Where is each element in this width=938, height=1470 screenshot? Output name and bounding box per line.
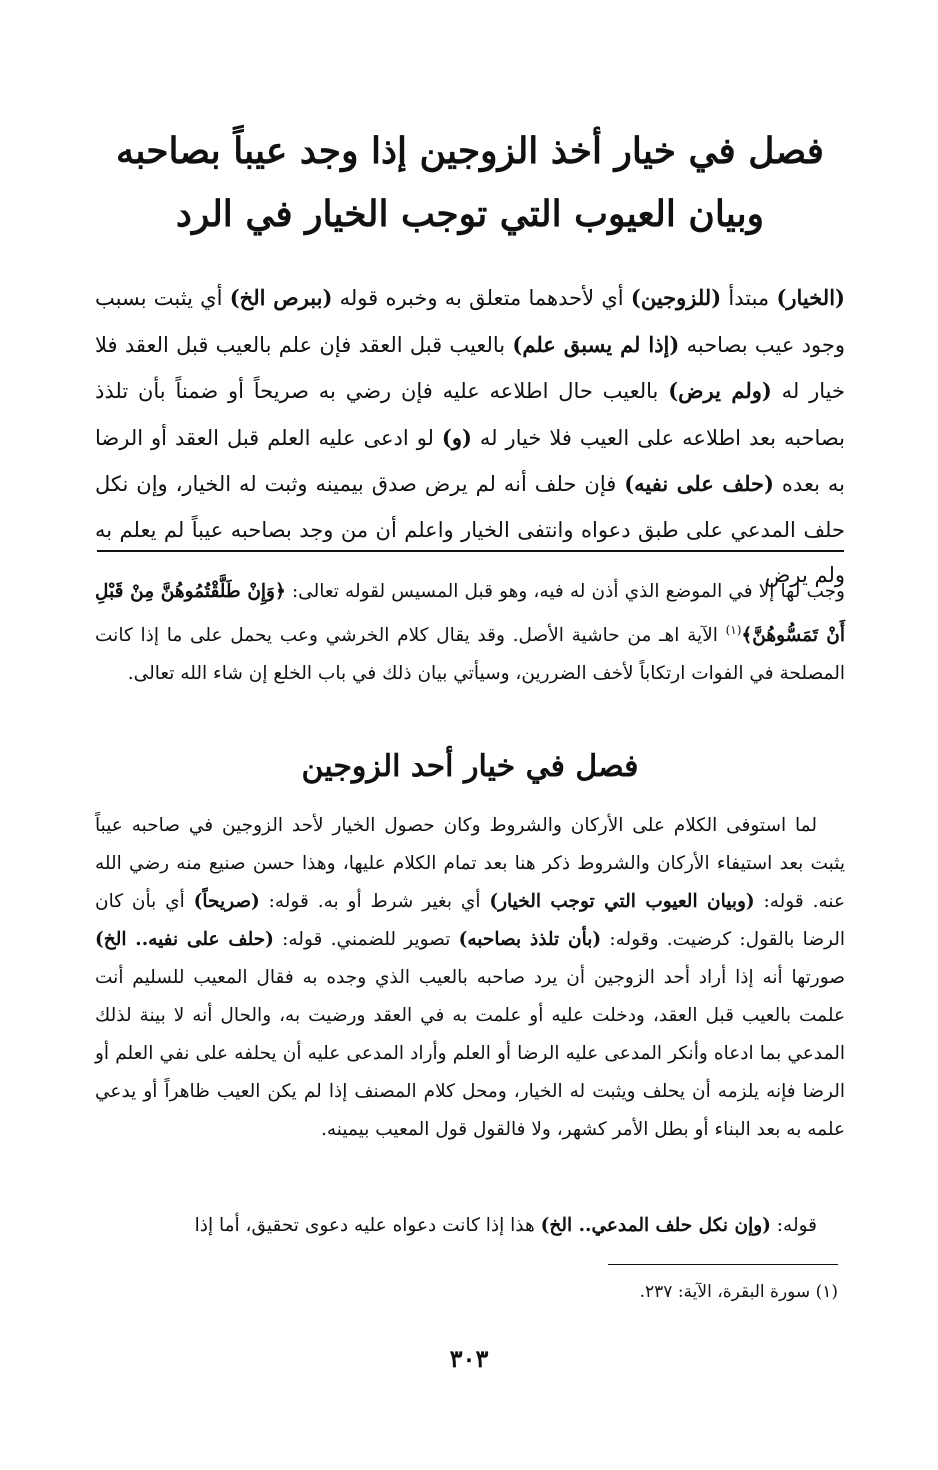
- quoted-term: (بأن تلذذ بصاحبه): [458, 929, 602, 950]
- quoted-term: (وبيان العيوب التي توجب الخيار): [489, 891, 755, 912]
- commentary-text: هذا إذا كانت دعواه عليه دعوى تحقيق، أما إذا: [194, 1215, 541, 1236]
- commentary-last: [95, 1207, 845, 1245]
- commentary-text: قوله:: [770, 1215, 817, 1236]
- page-number: ٣٠٣: [449, 1344, 489, 1373]
- section-heading: فصل في خيار أحد الزوجين: [301, 749, 639, 784]
- commentary-text: أي بأن كان الرضا بالقول: كرضيت. وقوله:: [95, 891, 846, 950]
- sharh-text: فإن حلف أنه لم يرض صدق بيمينه وثبت له الخيار، وإن نكل حلف المدعي على طبق دعواه وانتفى الخيار واعلم أن من وجد بصاحبه عيباً لم يعلم به ولم يرض: [95, 472, 845, 587]
- chapter-title-line-1: فصل في خيار أخذ الزوجين إذا وجد عيباً بصاحبه: [116, 130, 824, 172]
- commentary-text: أي بغير شرط أو به. قوله:: [259, 891, 490, 912]
- quoted-term: (وإن نكل حلف المدعي.. الخ): [540, 1215, 771, 1236]
- sharh-text: أي لأحدهما متعلق به وخبره قوله: [332, 286, 631, 310]
- matn-term: (ببرص الخ): [229, 285, 333, 310]
- commentary-text: وجب لها إلا في الموضع الذي أذن له فيه، وهو قبل المسيس لقوله تعالى:: [285, 581, 845, 602]
- commentary-text: لما استوفى الكلام على الأركان والشروط وكان حصول الخيار لأحد الزوجين في صاحبه عيباً يثبت بعد استيفاء الأركان والشروط ذكر هنا بعد تمام الكلام عليها، وهذا حسن صنيع منه رضي الله عنه. قوله:: [95, 815, 845, 912]
- quoted-term: (حلف على نفيه.. الخ): [95, 929, 274, 950]
- commentary-section: [95, 807, 845, 1149]
- commentary-continuation: [95, 573, 845, 693]
- commentary-paragraph: [95, 807, 845, 1149]
- matn-term: (الخيار): [776, 285, 845, 310]
- chapter-title-line-2: وبيان العيوب التي توجب الخيار في الرد: [175, 193, 765, 235]
- matn-term: (ولم يرض): [668, 378, 772, 403]
- commentary-text: تصوير للضمني. قوله:: [273, 929, 459, 950]
- quran-quote: ﴿وَإِنْ طَلَّقْتُمُوهُنَّ مِنْ قَبْلِ أَنْ تَمَسُّوهُنَّ﴾: [95, 581, 845, 647]
- separator-rule: [97, 550, 844, 552]
- sharh-text: لو ادعى عليه العلم قبل العقد أو الرضا به بعده: [95, 425, 845, 496]
- sharh-text: مبتدأ: [721, 286, 777, 310]
- sharh-text: بالعيب قبل العقد فإن علم بالعيب قبل العقد فلا خيار له: [95, 332, 845, 403]
- commentary-paragraph: [95, 1207, 845, 1245]
- commentary-text: الآية اهـ من حاشية الأصل. وقد يقال كلام الخرشي وعب يحمل على ما إذا كانت المصلحة في الفوات ارتكاباً لأخف الضررين، وسيأتي بيان ذلك في باب الخلع إن شاء الله تعالى.: [95, 625, 845, 685]
- footnote-ref: (١): [725, 623, 742, 637]
- matn-term: (إذا لم يسبق علم): [512, 331, 680, 357]
- sharh-text: بالعيب حال اطلاعه عليه فإن رضي به صريحاً أو ضمناً بأن تلذذ بصاحبه بعد اطلاعه على العيب فلا خيار له: [95, 379, 845, 450]
- matn-term: (حلف على نفيه): [624, 471, 774, 496]
- commentary-paragraph: [95, 573, 845, 693]
- footnote-rule: [608, 1264, 838, 1265]
- commentary-text: صورتها أنه إذا أراد أحد الزوجين أن يرد صاحبه بالعيب الذي وجده به فقال المعيب للسليم أنت علمت بالعيب قبل العقد، ودخلت عليه أو علمت به في العقد ورضيت به، والحال أنه لا بينة لذلك المدعي بما ادعاه وأنكر المدعى عليه الرضا أو العلم وأراد المدعى عليه أن يحلفه على نفي العلم أو الرضا فإنه يلزمه أن يحلف ويثبت له الخيار، ومحل كلام المصنف إذا لم يكن العيب ظاهراً أو يدعي علمه به بعد البناء أو بطل الأمر كشهر، ولا فالقول قول المعيب بيمينه.: [95, 967, 845, 1140]
- footnote: (١) سورة البقرة، الآية: ٢٣٧.: [639, 1282, 838, 1302]
- quoted-term: (صريحاً): [193, 891, 260, 912]
- matn-term: (و): [441, 424, 472, 450]
- matn-term: (للزوجين): [630, 285, 722, 310]
- sharh-text: أي يثبت بسبب وجود عيب بصاحبه: [95, 286, 845, 357]
